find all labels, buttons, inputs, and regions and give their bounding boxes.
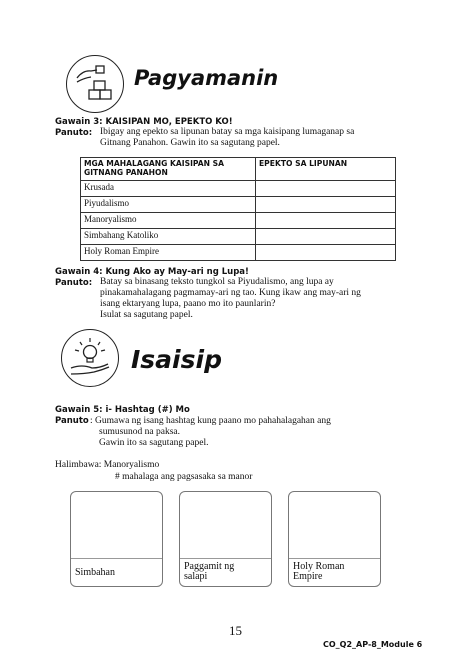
gawain5-line3: Gawin ito sa sagutang papel.	[99, 438, 209, 448]
table-cell-epekto[interactable]	[256, 213, 396, 229]
gawain4-line4: Isulat sa sagutang papel.	[100, 310, 193, 320]
table-cell-kaisipan: Simbahang Katoliko	[81, 229, 256, 245]
table-header-kaisipan: MGA MAHALAGANG KAISIPAN SA GITNANG PANAHON	[81, 158, 256, 181]
module-code: CO_Q2_AP-8_Module 6	[323, 640, 423, 649]
table-cell-kaisipan: Manoryalismo	[81, 213, 256, 229]
gawain4-title: Gawain 4: Kung Ako ay May-ari ng Lupa!	[55, 267, 249, 277]
example-label: Halimbawa: Manoryalismo	[55, 460, 160, 470]
table-cell-epekto[interactable]	[256, 197, 396, 213]
answer-box-simbahan[interactable]	[70, 491, 163, 587]
gawain3-panuto-line2: Gitnang Panahon. Gawin ito sa sagutang papel.	[100, 138, 280, 148]
concepts-effects-table	[80, 157, 396, 261]
answer-box-label: Holy Roman Empire	[293, 561, 345, 582]
table-row	[81, 197, 396, 213]
answer-box-paggamit-ng-salapi[interactable]	[179, 491, 272, 587]
stacking-blocks-hand-icon	[66, 55, 124, 113]
table-header-epekto: EPEKTO SA LIPUNAN	[256, 158, 396, 181]
section-title-isaisip: Isaisip	[131, 345, 222, 374]
table-row	[81, 229, 396, 245]
table-row	[81, 213, 396, 229]
gawain5-title: Gawain 5: i- Hashtag (#) Mo	[55, 405, 190, 415]
answer-box-holy-roman-empire[interactable]	[288, 491, 381, 587]
gawain5-line1: : Gumawa ng isang hashtag kung paano mo pahahalagahan ang	[90, 416, 331, 426]
gawain3-title: Gawain 3: KAISIPAN MO, EPEKTO KO!	[55, 117, 233, 127]
gawain5-panuto-label: Panuto	[55, 416, 89, 426]
gawain3-panuto-label: Panuto:	[55, 128, 93, 138]
gawain5-line2: sumusunod na paksa.	[99, 427, 181, 437]
answer-box-label-area	[289, 558, 380, 586]
table-cell-epekto[interactable]	[256, 229, 396, 245]
table-header-row	[81, 158, 396, 181]
answer-box-label: Paggamit ng salapi	[184, 561, 235, 582]
table-cell-epekto[interactable]	[256, 245, 396, 261]
gawain3-panuto-line1: Ibigay ang epekto sa lipunan batay sa mga kaisipang lumaganap sa	[100, 127, 355, 137]
gawain4-line3: isang ektaryang lupa, paano mo ito paunlarin?	[100, 299, 276, 309]
table-cell-kaisipan: Krusada	[81, 181, 256, 197]
table-cell-epekto[interactable]	[256, 181, 396, 197]
page-number: 15	[229, 623, 242, 638]
answer-box-label-area	[71, 558, 162, 586]
example-hashtag: # mahalaga ang pagsasaka sa manor	[115, 472, 253, 482]
answer-box-label-area	[180, 558, 271, 586]
lightbulb-hand-icon	[61, 329, 119, 387]
answer-box-label: Simbahan	[75, 567, 115, 578]
table-cell-kaisipan: Holy Roman Empire	[81, 245, 256, 261]
table-row	[81, 181, 396, 197]
gawain4-line2: pinakamahalagang pagmamay-ari ng tao. Kung ikaw ang may-ari ng	[100, 288, 361, 298]
section-title-pagyamanin: Pagyamanin	[134, 66, 279, 90]
gawain4-panuto-label: Panuto:	[55, 278, 93, 288]
gawain4-line1: Batay sa binasang teksto tungkol sa Piyudalismo, ang lupa ay	[100, 277, 334, 287]
table-cell-kaisipan: Piyudalismo	[81, 197, 256, 213]
table-row	[81, 245, 396, 261]
